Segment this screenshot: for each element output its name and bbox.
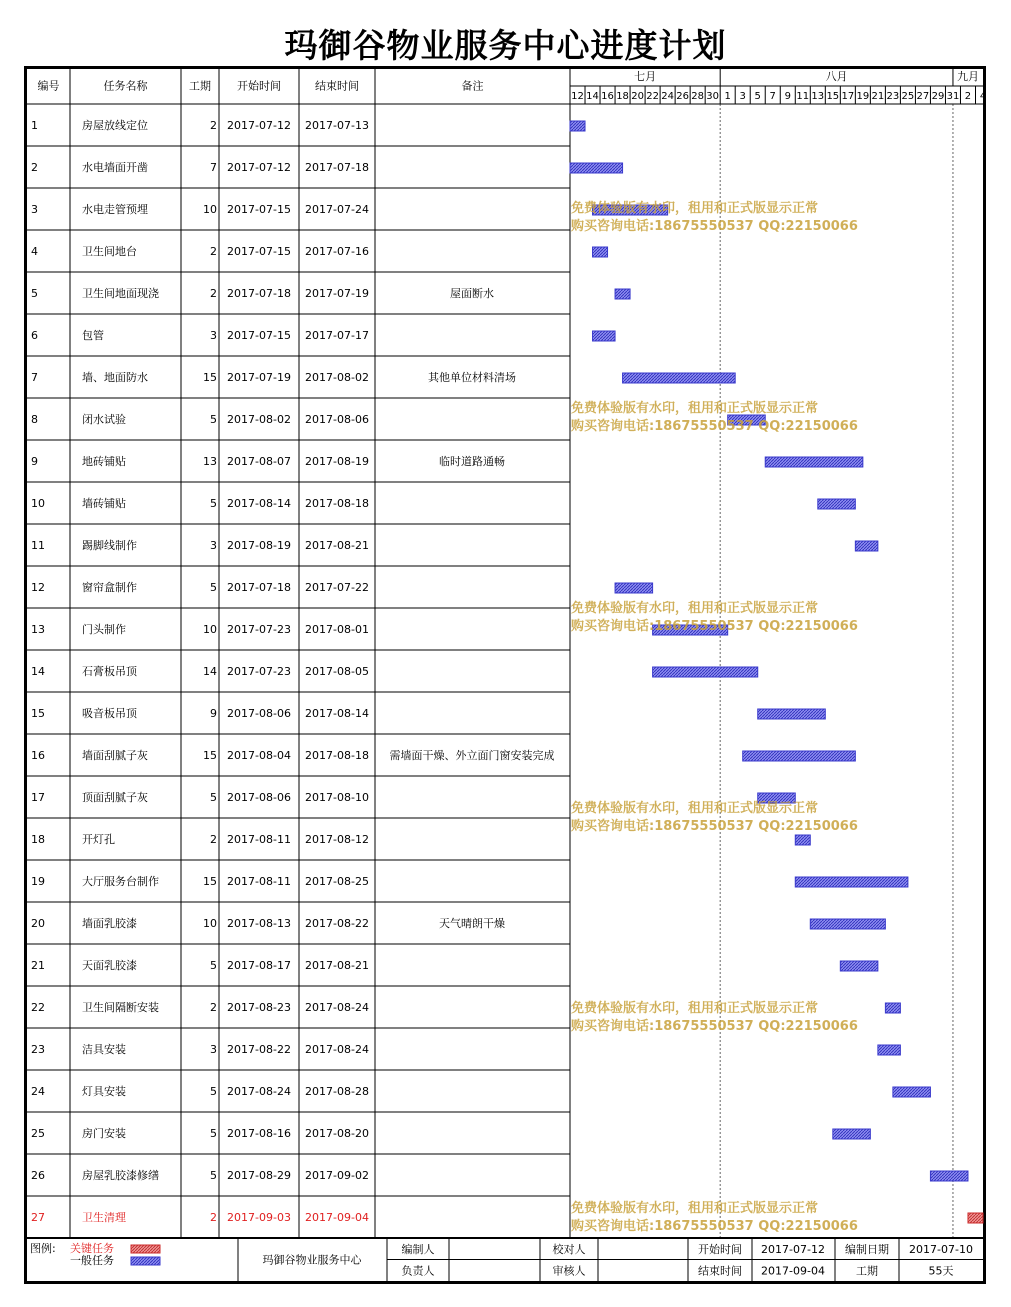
- reviewer-label: 审核人: [552, 1264, 586, 1278]
- task-name: 卫生间地台: [82, 245, 137, 258]
- gantt-bar: [885, 1003, 900, 1013]
- legend-normal-swatch: [131, 1257, 160, 1265]
- day-tick-label: 18: [616, 91, 629, 102]
- task-id: 25: [31, 1127, 45, 1140]
- day-tick-label: 24: [661, 91, 674, 102]
- task-note: 屋面断水: [450, 287, 494, 300]
- task-id: 14: [31, 665, 45, 678]
- task-end: 2017-07-16: [305, 245, 369, 258]
- gantt-bar: [593, 331, 616, 341]
- task-end: 2017-07-22: [305, 581, 369, 594]
- task-start: 2017-08-24: [227, 1085, 291, 1098]
- task-name: 卫生清理: [82, 1211, 126, 1224]
- day-tick-label: 13: [811, 91, 825, 102]
- duration-value: 55天: [928, 1264, 954, 1278]
- task-start: 2017-08-17: [227, 959, 291, 972]
- task-start: 2017-07-18: [227, 287, 291, 300]
- task-end: 2017-08-24: [305, 1001, 369, 1014]
- task-id: 22: [31, 1001, 45, 1014]
- task-end: 2017-07-17: [305, 329, 369, 342]
- day-tick-label: 27: [916, 91, 930, 102]
- month-label: 七月: [634, 70, 657, 83]
- gantt-bar: [833, 1129, 871, 1139]
- task-id: 21: [31, 959, 45, 972]
- gantt-bar: [593, 247, 608, 257]
- task-name: 房屋乳胶漆修缮: [82, 1169, 159, 1182]
- task-id: 20: [31, 917, 45, 930]
- watermark: [571, 1000, 858, 1036]
- duration-label: 工期: [856, 1264, 878, 1278]
- task-id: 15: [31, 707, 45, 720]
- watermark-line2: 购买咨询电话:18675550537 QQ:22150066: [571, 1019, 858, 1034]
- task-id: 9: [31, 455, 38, 468]
- month-label: 八月: [825, 70, 848, 83]
- watermark: [571, 200, 858, 236]
- task-start: 2017-08-06: [227, 791, 291, 804]
- watermark-line2: 购买咨询电话:18675550537 QQ:22150066: [571, 1219, 858, 1234]
- day-tick-label: 20: [631, 91, 644, 102]
- day-tick-label: 29: [931, 91, 945, 102]
- task-note: 需墙面干燥、外立面门窗安装完成: [389, 749, 555, 762]
- task-end: 2017-08-24: [305, 1043, 369, 1056]
- day-tick-label: 21: [871, 91, 885, 102]
- task-end: 2017-07-13: [305, 119, 369, 132]
- task-name: 墙面乳胶漆: [82, 917, 137, 930]
- task-duration: 5: [210, 1085, 217, 1098]
- task-note: 天气晴朗干燥: [439, 917, 505, 930]
- task-name: 门头制作: [82, 623, 126, 636]
- task-name: 墙、地面防水: [82, 371, 148, 384]
- task-duration: 3: [210, 329, 217, 342]
- gantt-bar: [795, 835, 810, 845]
- gantt-bar: [893, 1087, 931, 1097]
- task-duration: 14: [203, 665, 217, 678]
- task-name: 水电走管预埋: [82, 203, 148, 216]
- watermark: [571, 600, 858, 636]
- task-end: 2017-08-21: [305, 539, 369, 552]
- gantt-bar: [758, 709, 826, 719]
- watermark: [571, 400, 858, 436]
- task-id: 19: [31, 875, 45, 888]
- gantt-bar: [570, 121, 585, 131]
- task-start: 2017-08-11: [227, 875, 291, 888]
- task-name: 石膏板吊顶: [82, 665, 137, 678]
- task-start: 2017-08-02: [227, 413, 291, 426]
- task-end: 2017-08-28: [305, 1085, 369, 1098]
- column-header-duration: 工期: [189, 79, 211, 93]
- task-end: 2017-08-20: [305, 1127, 369, 1140]
- task-duration: 10: [203, 203, 217, 216]
- task-duration: 10: [203, 623, 217, 636]
- day-tick-label: 31: [946, 91, 960, 102]
- gantt-bar: [810, 919, 885, 929]
- task-duration: 15: [203, 749, 217, 762]
- day-tick-label: 14: [586, 91, 599, 102]
- gantt-bar: [653, 667, 758, 677]
- gantt-bars: [570, 121, 983, 1223]
- task-start: 2017-08-29: [227, 1169, 291, 1182]
- watermark-line1: 免费体验版有水印，租用和正式版显示正常: [571, 1001, 819, 1016]
- day-tick-label: 28: [691, 91, 705, 102]
- task-name: 卫生间地面现浇: [82, 287, 159, 300]
- day-tick-label: 3: [739, 91, 746, 102]
- day-tick-label: 4: [979, 91, 987, 102]
- day-tick-label: 2: [964, 91, 972, 102]
- task-duration: 15: [203, 371, 217, 384]
- day-tick-label: 23: [886, 91, 900, 102]
- watermark-line1: 免费体验版有水印，租用和正式版显示正常: [571, 201, 819, 216]
- task-duration: 7: [210, 161, 217, 174]
- day-tick-label: 30: [706, 91, 720, 102]
- task-end: 2017-08-02: [305, 371, 369, 384]
- gantt-bar: [878, 1045, 901, 1055]
- task-name: 天面乳胶漆: [82, 959, 137, 972]
- watermark-line2: 购买咨询电话:18675550537 QQ:22150066: [571, 619, 858, 634]
- task-id: 26: [31, 1169, 45, 1182]
- column-header-name: 任务名称: [103, 79, 148, 93]
- task-id: 13: [31, 623, 45, 636]
- gantt-bar: [743, 751, 856, 761]
- task-duration: 2: [210, 119, 217, 132]
- gantt-bar: [795, 877, 908, 887]
- task-start: 2017-08-23: [227, 1001, 291, 1014]
- task-duration: 5: [210, 413, 217, 426]
- task-end: 2017-07-19: [305, 287, 369, 300]
- day-tick-label: 25: [901, 91, 915, 102]
- task-name: 房门安装: [82, 1127, 126, 1140]
- task-name: 墙面刮腻子灰: [82, 749, 148, 762]
- task-id: 5: [31, 287, 38, 300]
- task-duration: 13: [203, 455, 217, 468]
- task-start: 2017-08-22: [227, 1043, 291, 1056]
- end-label: 结束时间: [698, 1264, 742, 1278]
- task-note: 其他单位材料清场: [428, 371, 516, 384]
- task-name: 开灯孔: [82, 833, 115, 846]
- day-tick-label: 7: [769, 91, 776, 102]
- task-id: 3: [31, 203, 38, 216]
- legend-critical-label: 关键任务: [70, 1242, 114, 1255]
- watermark-line1: 免费体验版有水印，租用和正式版显示正常: [571, 601, 819, 616]
- task-duration: 2: [210, 245, 217, 258]
- task-name: 洁具安装: [82, 1043, 126, 1056]
- task-duration: 2: [210, 1001, 217, 1014]
- day-tick-label: 5: [754, 91, 761, 102]
- task-id: 12: [31, 581, 45, 594]
- task-end: 2017-08-01: [305, 623, 369, 636]
- task-id: 16: [31, 749, 45, 762]
- task-name: 灯具安装: [82, 1085, 126, 1098]
- day-tick-label: 15: [826, 91, 840, 102]
- start-label: 开始时间: [698, 1242, 742, 1256]
- task-end: 2017-09-04: [305, 1211, 369, 1224]
- task-name: 窗帘盒制作: [82, 581, 137, 594]
- day-tick-label: 26: [676, 91, 690, 102]
- day-tick-label: 9: [784, 91, 791, 102]
- watermark-line2: 购买咨询电话:18675550537 QQ:22150066: [571, 419, 858, 434]
- task-end: 2017-08-19: [305, 455, 369, 468]
- task-end: 2017-08-25: [305, 875, 369, 888]
- task-id: 1: [31, 119, 38, 132]
- task-duration: 3: [210, 539, 217, 552]
- gantt-bar: [615, 583, 653, 593]
- watermark: [571, 1200, 858, 1236]
- gantt-bar: [615, 289, 630, 299]
- watermark-line2: 购买咨询电话:18675550537 QQ:22150066: [571, 219, 858, 234]
- org-name: 玛御谷物业服务中心: [262, 1253, 362, 1267]
- task-name: 包管: [82, 329, 104, 342]
- task-name: 大厅服务台制作: [82, 875, 159, 888]
- day-tick-label: 16: [601, 91, 614, 102]
- date-value: 2017-07-10: [909, 1242, 973, 1256]
- task-id: 2: [31, 161, 38, 174]
- task-end: 2017-08-18: [305, 497, 369, 510]
- task-id: 6: [31, 329, 38, 342]
- gantt-bar: [570, 163, 623, 173]
- day-tick-label: 19: [856, 91, 870, 102]
- gantt-bar: [930, 1171, 968, 1181]
- task-name: 水电墙面开凿: [82, 161, 148, 174]
- task-name: 踢脚线制作: [82, 539, 137, 552]
- task-note: 临时道路通畅: [439, 455, 505, 468]
- task-duration: 5: [210, 497, 217, 510]
- column-header-start: 开始时间: [237, 79, 281, 93]
- gantt-bar: [840, 961, 878, 971]
- task-duration: 15: [203, 875, 217, 888]
- task-duration: 2: [210, 1211, 217, 1224]
- day-tick-label: 22: [646, 91, 659, 102]
- gantt-bar: [855, 541, 878, 551]
- task-id: 23: [31, 1043, 45, 1056]
- end-value: 2017-09-04: [761, 1264, 825, 1278]
- owner-label: 负责人: [401, 1264, 435, 1278]
- task-id: 11: [31, 539, 45, 552]
- task-start: 2017-07-15: [227, 245, 291, 258]
- legend-normal-label: 一般任务: [70, 1254, 114, 1267]
- gantt-bar: [623, 373, 736, 383]
- task-start: 2017-07-19: [227, 371, 291, 384]
- task-start: 2017-08-06: [227, 707, 291, 720]
- task-start: 2017-08-14: [227, 497, 291, 510]
- task-end: 2017-07-18: [305, 161, 369, 174]
- task-name: 卫生间隔断安装: [82, 1001, 159, 1014]
- month-label: 九月: [956, 70, 979, 83]
- legend-label: 图例:: [30, 1242, 56, 1255]
- task-duration: 2: [210, 287, 217, 300]
- task-start: 2017-09-03: [227, 1211, 291, 1224]
- task-id: 10: [31, 497, 45, 510]
- task-start: 2017-07-18: [227, 581, 291, 594]
- author-label: 编制人: [401, 1242, 435, 1256]
- task-start: 2017-08-13: [227, 917, 291, 930]
- gantt-bar: [968, 1213, 983, 1223]
- task-start: 2017-08-04: [227, 749, 291, 762]
- task-start: 2017-07-12: [227, 119, 291, 132]
- date-label: 编制日期: [845, 1242, 889, 1256]
- task-end: 2017-08-12: [305, 833, 369, 846]
- task-id: 17: [31, 791, 45, 804]
- task-start: 2017-08-19: [227, 539, 291, 552]
- task-duration: 9: [210, 707, 217, 720]
- watermark-line1: 免费体验版有水印，租用和正式版显示正常: [571, 801, 819, 816]
- watermark-line1: 免费体验版有水印，租用和正式版显示正常: [571, 401, 819, 416]
- task-start: 2017-07-23: [227, 623, 291, 636]
- watermark-line2: 购买咨询电话:18675550537 QQ:22150066: [571, 819, 858, 834]
- task-start: 2017-08-16: [227, 1127, 291, 1140]
- task-duration: 5: [210, 1127, 217, 1140]
- task-duration: 5: [210, 959, 217, 972]
- task-id: 8: [31, 413, 38, 426]
- task-id: 27: [31, 1211, 45, 1224]
- task-duration: 2: [210, 833, 217, 846]
- task-duration: 3: [210, 1043, 217, 1056]
- day-tick-label: 11: [796, 91, 810, 102]
- task-start: 2017-07-15: [227, 203, 291, 216]
- task-name: 闭水试验: [82, 413, 126, 426]
- column-header-id: 编号: [37, 79, 60, 93]
- task-end: 2017-08-05: [305, 665, 369, 678]
- start-value: 2017-07-12: [761, 1242, 825, 1256]
- task-duration: 10: [203, 917, 217, 930]
- table-grid: [27, 69, 983, 1281]
- task-duration: 5: [210, 581, 217, 594]
- task-start: 2017-08-07: [227, 455, 291, 468]
- day-tick-label: 12: [571, 91, 584, 102]
- day-tick-label: 1: [724, 91, 731, 102]
- legend-critical-swatch: [131, 1245, 160, 1253]
- task-id: 18: [31, 833, 45, 846]
- gantt-bar: [818, 499, 856, 509]
- task-id: 4: [31, 245, 38, 258]
- task-rows: [31, 118, 555, 1224]
- task-end: 2017-09-02: [305, 1169, 369, 1182]
- task-end: 2017-08-22: [305, 917, 369, 930]
- column-header-note: 备注: [461, 79, 484, 93]
- task-start: 2017-07-23: [227, 665, 291, 678]
- task-name: 墙砖铺贴: [82, 497, 126, 510]
- task-name: 吸音板吊顶: [82, 707, 137, 720]
- task-end: 2017-07-24: [305, 203, 369, 216]
- task-start: 2017-07-12: [227, 161, 291, 174]
- task-end: 2017-08-21: [305, 959, 369, 972]
- task-name: 顶面刮腻子灰: [82, 791, 148, 804]
- task-end: 2017-08-06: [305, 413, 369, 426]
- task-name: 房屋放线定位: [82, 119, 148, 132]
- task-end: 2017-08-18: [305, 749, 369, 762]
- gantt-bar: [765, 457, 863, 467]
- proofer-label: 校对人: [552, 1242, 586, 1256]
- watermark-line1: 免费体验版有水印，租用和正式版显示正常: [571, 1201, 819, 1216]
- task-name: 地砖铺贴: [82, 455, 126, 468]
- task-duration: 5: [210, 1169, 217, 1182]
- task-end: 2017-08-10: [305, 791, 369, 804]
- task-end: 2017-08-14: [305, 707, 369, 720]
- watermark: [571, 800, 858, 836]
- day-tick-label: 17: [841, 91, 855, 102]
- task-duration: 5: [210, 791, 217, 804]
- task-id: 7: [31, 371, 38, 384]
- task-start: 2017-07-15: [227, 329, 291, 342]
- column-header-end: 结束时间: [315, 79, 359, 93]
- task-start: 2017-08-11: [227, 833, 291, 846]
- page-title: 玛御谷物业服务中心进度计划: [284, 26, 727, 65]
- task-id: 24: [31, 1085, 45, 1098]
